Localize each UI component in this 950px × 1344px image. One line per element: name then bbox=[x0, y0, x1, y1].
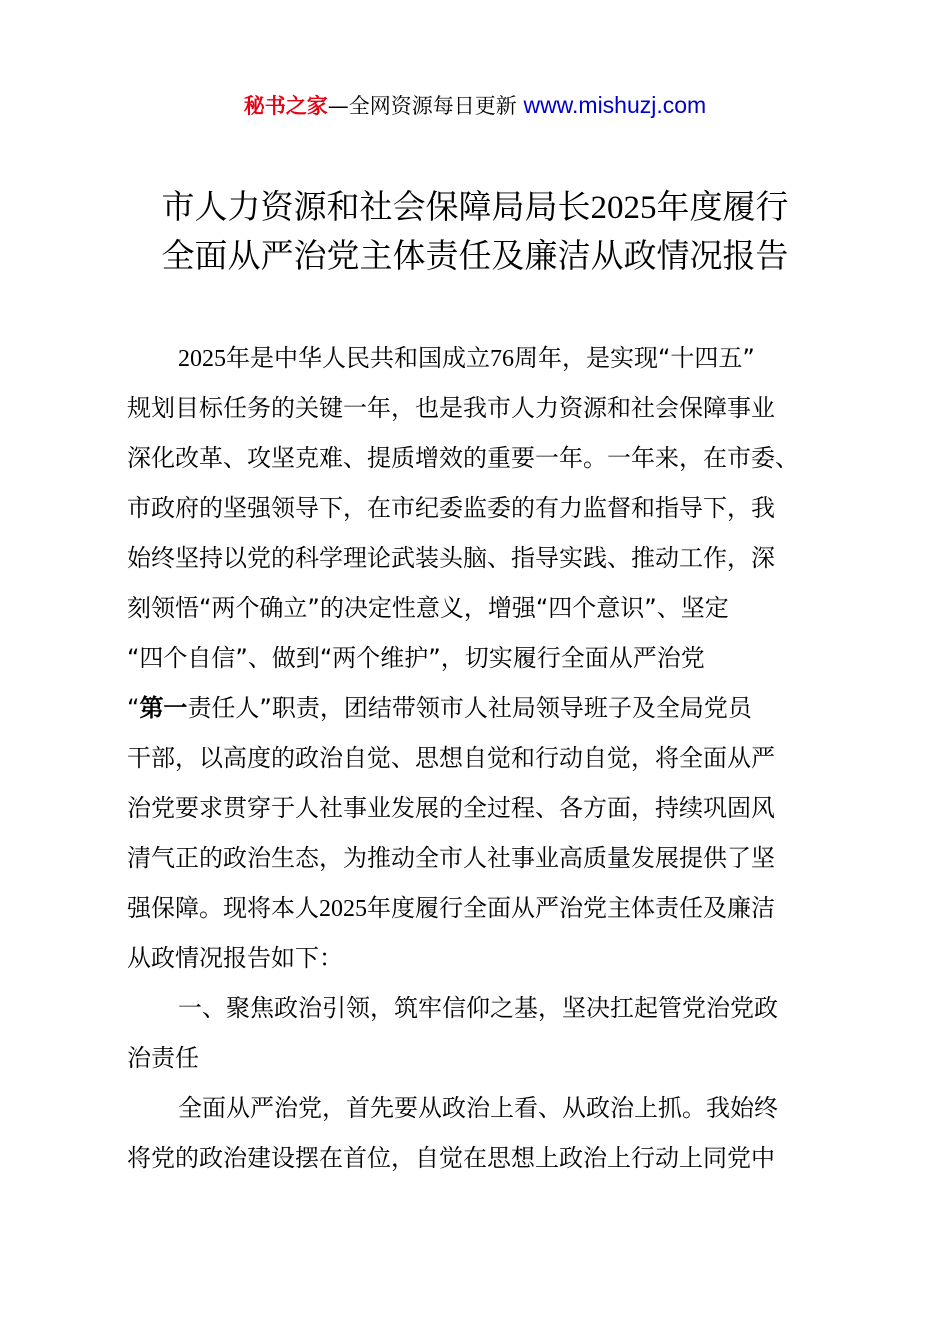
body-line: 深化改革、攻坚克难、提质增效的重要一年。一年来，在市委、 bbox=[127, 444, 799, 472]
body-line: 将党的政治建设摆在首位，自觉在思想上政治上行动上同党中 bbox=[127, 1144, 775, 1172]
body-line: 市政府的坚强领导下，在市纪委监委的有力监督和指导下，我 bbox=[127, 494, 775, 522]
header-tagline: —全网资源每日更新 bbox=[327, 94, 524, 118]
number-text: 2025 bbox=[319, 896, 367, 922]
body-line: 干部，以高度的政治自觉、思想自觉和行动自觉，将全面从严 bbox=[127, 744, 775, 772]
body-line: 治党要求贯穿于人社事业发展的全过程、各方面，持续巩固风 bbox=[127, 794, 775, 822]
number-text: 2025 bbox=[178, 346, 226, 372]
title-line-2: 全面从严治党主体责任及廉洁从政情况报告 bbox=[161, 236, 789, 275]
body-line: 刻领悟“两个确立”的决定性意义，增强“四个意识”、坚定 bbox=[127, 594, 729, 622]
number-text: 76 bbox=[490, 346, 514, 372]
body-line: 清气正的政治生态，为推动全市人社事业高质量发展提供了坚 bbox=[127, 844, 775, 872]
document-body bbox=[127, 333, 839, 1183]
body-line: 强保障。现将本人2025年度履行全面从严治党主体责任及廉洁 bbox=[127, 894, 775, 922]
document-title bbox=[0, 183, 950, 279]
body-line: 始终坚持以党的科学理论武装头脑、指导实践、推动工作，深 bbox=[127, 544, 775, 572]
site-header bbox=[0, 88, 950, 123]
body-line: 全面从严治党，首先要从政治上看、从政治上抓。我始终 bbox=[178, 1094, 778, 1122]
body-line: 规划目标任务的关键一年，也是我市人力资源和社会保障事业 bbox=[127, 394, 775, 422]
brand-name: 秘书之家 bbox=[243, 94, 328, 118]
body-line: “第一责任人”职责，团结带领市人社局领导班子及全局党员 bbox=[127, 694, 752, 722]
number-text: 2025 bbox=[590, 190, 657, 226]
body-line: “四个自信”、做到“两个维护”，切实履行全面从严治党 bbox=[127, 644, 705, 672]
emphasis-text: 第一 bbox=[139, 694, 188, 722]
body-line: 2025年是中华人民共和国成立76周年，是实现“十四五” bbox=[178, 344, 755, 372]
section-heading-line: 一、聚焦政治引领，筑牢信仰之基，坚决扛起管党治党政 bbox=[178, 994, 778, 1022]
site-url-link[interactable]: www.mishuzj.com bbox=[523, 92, 707, 118]
section-heading-line: 治责任 bbox=[127, 1044, 199, 1072]
title-line-1: 市人力资源和社会保障局局长2025年度履行 bbox=[161, 187, 789, 226]
body-line: 从政情况报告如下： bbox=[127, 944, 343, 972]
